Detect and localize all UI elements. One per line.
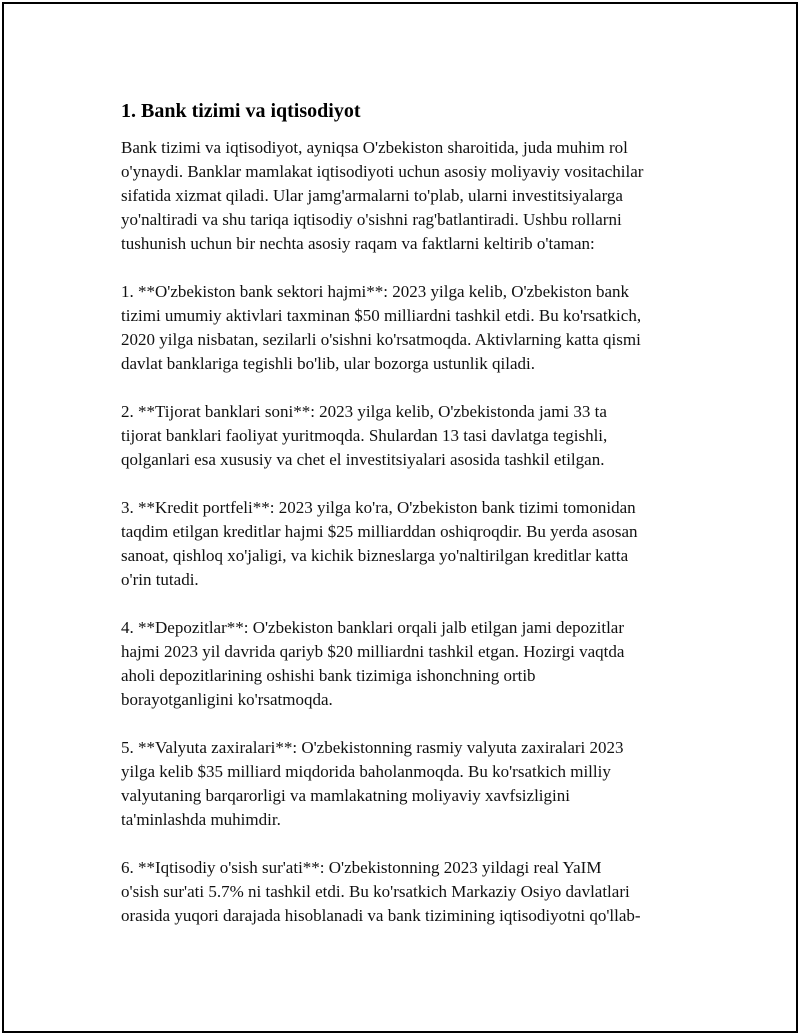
text-line: davlat banklariga tegishli bo'lib, ular bozorga ustunlik qiladi. <box>121 354 535 373</box>
list-item-commercial-banks <box>121 400 701 472</box>
text-line: 4. **Depozitlar**: O'zbekiston banklari orqali jalb etilgan jami depozitlar <box>121 618 624 637</box>
text-line: ta'minlashda muhimdir. <box>121 810 281 829</box>
text-line: tizimi umumiy aktivlari taxminan $50 milliardni tashkil etdi. Bu ko'rsatkich, <box>121 306 642 325</box>
intro-paragraph <box>121 136 701 256</box>
text-line: o'sish sur'ati 5.7% ni tashkil etdi. Bu ko'rsatkich Markaziy Osiyo davlatlari <box>121 882 630 901</box>
text-line: Bank tizimi va iqtisodiyot, ayniqsa O'zbekiston sharoitida, juda muhim rol <box>121 138 628 157</box>
text-line: 5. **Valyuta zaxiralari**: O'zbekistonning rasmiy valyuta zaxiralari 2023 <box>121 738 624 757</box>
text-line: 6. **Iqtisodiy o'sish sur'ati**: O'zbekistonning 2023 yildagi real YaIM <box>121 858 602 877</box>
text-line: sanoat, qishloq xo'jaligi, va kichik bizneslarga yo'naltirilgan kreditlar katta <box>121 546 629 565</box>
text-line: yo'naltiradi va shu tariqa iqtisodiy o'sishni rag'batlantiradi. Ushbu rollarni <box>121 210 622 229</box>
text-line: 3. **Kredit portfeli**: 2023 yilga ko'ra, O'zbekiston bank tizimi tomonidan <box>121 498 636 517</box>
text-line: yilga kelib $35 milliard miqdorida baholanmoqda. Bu ko'rsatkich milliy <box>121 762 611 781</box>
text-line: valyutaning barqarorligi va mamlakatning moliyaviy xavfsizligini <box>121 786 570 805</box>
text-line: tijorat banklari faoliyat yuritmoqda. Shulardan 13 tasi davlatga tegishli, <box>121 426 608 445</box>
document-content <box>121 98 701 952</box>
section-heading: 1. Bank tizimi va iqtisodiyot <box>121 100 361 122</box>
text-line: hajmi 2023 yil davrida qariyb $20 milliardni tashkil etgan. Hozirgi vaqtda <box>121 642 625 661</box>
text-line: taqdim etilgan kreditlar hajmi $25 milliarddan oshiqroqdir. Bu yerda asosan <box>121 522 638 541</box>
list-item-currency-reserves <box>121 736 701 832</box>
text-line: 2. **Tijorat banklari soni**: 2023 yilga kelib, O'zbekistonda jami 33 ta <box>121 402 607 421</box>
list-item-credit-portfolio <box>121 496 701 592</box>
text-line: qolganlari esa xususiy va chet el investitsiyalari asosida tashkil etilgan. <box>121 450 605 469</box>
text-line: orasida yuqori darajada hisoblanadi va bank tizimining iqtisodiyotni qo'llab- <box>121 906 641 925</box>
list-item-bank-sector-size <box>121 280 701 376</box>
text-line: borayotganligini ko'rsatmoqda. <box>121 690 333 709</box>
text-line: 1. **O'zbekiston bank sektori hajmi**: 2023 yilga kelib, O'zbekiston bank <box>121 282 630 301</box>
list-item-economic-growth <box>121 856 701 928</box>
text-line: o'rin tutadi. <box>121 570 199 589</box>
text-line: 2020 yilga nisbatan, sezilarli o'sishni ko'rsatmoqda. Aktivlarning katta qismi <box>121 330 641 349</box>
document-page <box>2 2 798 1033</box>
text-line: sifatida xizmat qiladi. Ular jamg'armalarni to'plab, ularni investitsiyalarga <box>121 186 623 205</box>
text-line: tushunish uchun bir nechta asosiy raqam va faktlarni keltirib o'taman: <box>121 234 595 253</box>
list-item-deposits <box>121 616 701 712</box>
text-line: o'ynaydi. Banklar mamlakat iqtisodiyoti uchun asosiy moliyaviy vositachilar <box>121 162 644 181</box>
text-line: aholi depozitlarining oshishi bank tizimiga ishonchning ortib <box>121 666 536 685</box>
